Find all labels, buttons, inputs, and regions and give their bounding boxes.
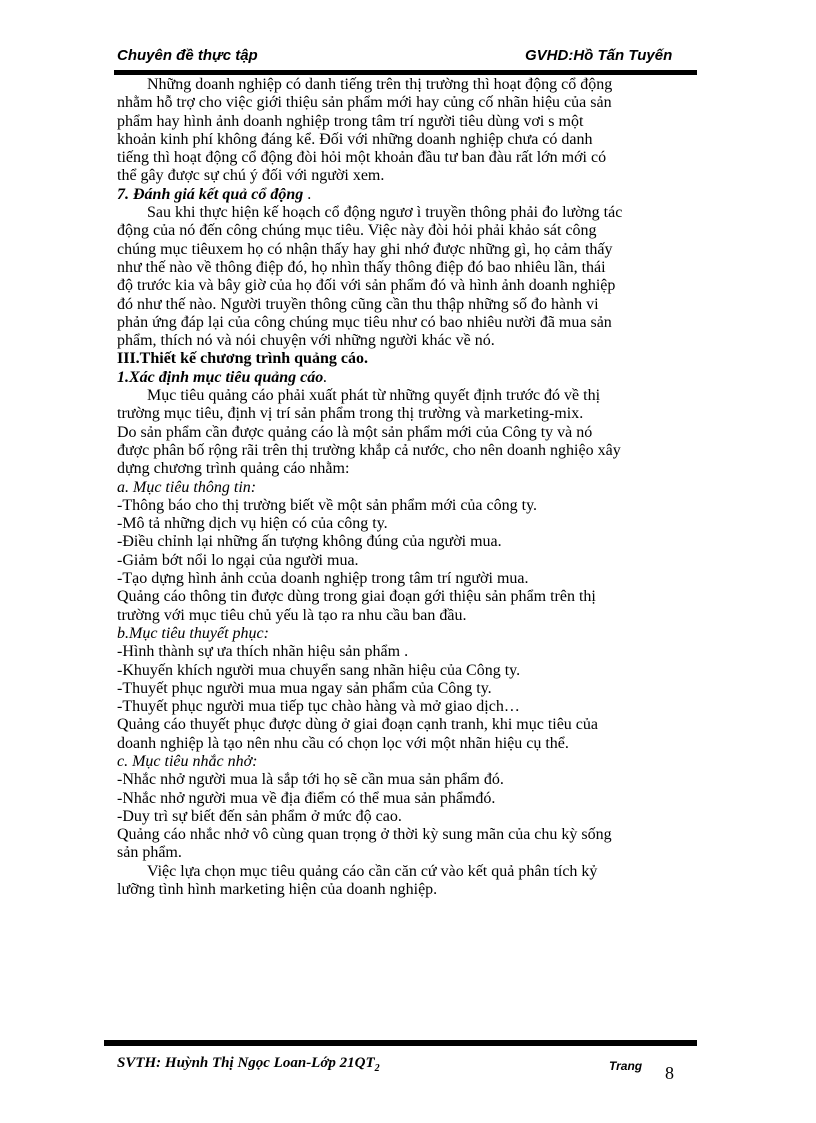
text-line: độ trước kia và bây giờ của họ đối với sản phẩm đó và hình ảnh doanh nghiệp [117,277,616,295]
subsection-heading-1 [117,369,717,387]
list-item: -Giảm bớt nổi lo ngại của người mua. [117,551,359,569]
heading-text: 7. Đánh giá kết quả cổ động [117,185,304,203]
text-line: Do sản phẩm cần được quảng cáo là một sản phẩm mới của Công ty và nó [117,423,593,441]
text-line: phản ứng đáp lại của công chúng mục tiêu như có bao nhiêu nười đã mua sản [117,313,612,331]
header-right: GVHD:Hồ Tấn Tuyến [525,47,673,64]
text-line: phẩm hay hình ảnh doanh nghiệp trong tâm trí người tiêu dùng vơi s một [117,112,584,130]
list-item: -Duy trì sự biết đến sản phẩm ở mức độ cao. [117,807,402,825]
text-line: khoản kinh phí không đáng kể. Đối với những doanh nghiệp chưa có danh [117,130,593,148]
heading-trail: . [303,185,312,203]
list-item: -Thông báo cho thị trường biết về một sản phẩm mới của công ty. [117,496,538,514]
text-line: động của nó đến công chúng mục tiêu. Việc này đòi hỏi phải khảo sát công [117,222,597,240]
list-item: -Nhắc nhở người mua là sắp tới họ sẽ cần mua sản phẩm đó. [117,771,504,789]
list-item: -Khuyến khích người mua chuyển sang nhãn hiệu của Công ty. [117,661,521,679]
list-item: -Điều chỉnh lại những ấn tượng không đúng của người mua. [117,533,502,551]
page-number: 8 [665,1063,674,1083]
text-line: thể gây được sự chú ý đối với người xem. [117,167,385,185]
footer-author [117,1055,380,1074]
footer-author-text: SVTH: Huỳnh Thị Ngọc Loan-Lớp 21QT [117,1055,375,1071]
list-heading-a: a. Mục tiêu thông tin: [117,478,257,496]
text-line: chúng mục tiêuxem họ có nhận thấy hay ghi nhớ được những gì, họ cảm thấy [117,240,613,258]
header-rule [114,70,697,75]
heading-text: 1.Xác định mục tiêu quảng cáo [117,368,324,386]
text-line: Quảng cáo thông tin được dùng trong giai đoạn gới thiệu sản phẩm trên thị [117,588,596,606]
header-left: Chuyên đề thực tập [117,47,258,64]
list-item: -Tạo dựng hình ảnh ccủa doanh nghiệp trong tâm trí người mua. [117,570,529,588]
text-line: được phân bố rộng rãi trên thị trường khắp cả nước, cho nên doanh nghiệo xây [117,441,621,459]
text-line: Quảng cáo thuyết phục được dùng ở giai đoạn cạnh tranh, khi mục tiêu của [117,716,599,734]
section-heading-iii: III.Thiết kế chương trình quảng cáo. [117,350,368,368]
text-line: nhằm hỗ trợ cho việc giới thiệu sản phẩm mới hay củng cố nhãn hiệu của sản [117,94,612,112]
text-line: Sau khi thực hiện kế hoạch cổ động ngươ ì truyền thông phải đo lường tác [147,204,623,222]
footer-rule [104,1040,697,1046]
text-line: lưỡng tình hình marketing hiện của doanh nghiệp. [117,881,438,899]
list-item: -Nhắc nhở người mua về địa điểm có thể mua sản phẩmđó. [117,789,496,807]
list-item: -Mô tả những dịch vụ hiện có của công ty. [117,515,388,533]
text-line: Những doanh nghiệp có danh tiếng trên thị trường thì hoạt động cổ động [147,76,613,93]
footer-author-sub: 2 [374,1063,380,1074]
text-line: trường với mục tiêu chủ yếu là tạo ra nhu cầu ban đầu. [117,606,467,624]
text-line: phẩm, thích nó và nói chuyện với những người khác về nó. [117,332,495,350]
heading-trail: . [323,368,328,386]
section-heading-7 [117,186,717,204]
text-line: Mục tiêu quảng cáo phải xuất phát từ những quyết định trước đó về thị [147,387,601,405]
footer-page-label: Trang [609,1059,643,1073]
list-item: -Thuyết phục người mua mua ngay sản phẩm của Công ty. [117,679,492,697]
text-line: tiếng thì hoạt động cổ động đòi hỏi một khoản đầu tư ban đàu rất lớn mới có [117,149,607,167]
text-line: sản phẩm. [117,844,182,862]
text-line: trường mục tiêu, định vị trí sản phẩm trong thị trường và marketing-mix. [117,405,584,423]
list-item: -Thuyết phục người mua tiếp tục chào hàng và mở giao dịch… [117,698,520,716]
text-line: như thế nào về thông điệp đó, họ nhìn thấy thông điệp đó bao nhiêu lần, thái [117,258,606,276]
document-body [117,76,717,899]
list-heading-c: c. Mục tiêu nhắc nhở: [117,752,258,770]
text-line: dựng chương trình quảng cáo nhằm: [117,460,350,478]
text-line: doanh nghiệp là tạo nên nhu cầu có chọn lọc với một nhãn hiệu cụ thể. [117,734,569,752]
list-item: -Hình thành sự ưa thích nhãn hiệu sản phẩm . [117,643,409,661]
text-line: đó như thế nào. Người truyền thông cũng cần thu thập những số đo hành vi [117,295,599,313]
text-line: Quảng cáo nhắc nhở vô cùng quan trọng ở thời kỳ sung mãn của chu kỳ sống [117,826,612,844]
list-heading-b: b.Mục tiêu thuyết phục: [117,624,269,642]
text-line: Việc lựa chọn mục tiêu quảng cáo cần căn cứ vào kết quả phân tích kỷ [147,862,598,880]
